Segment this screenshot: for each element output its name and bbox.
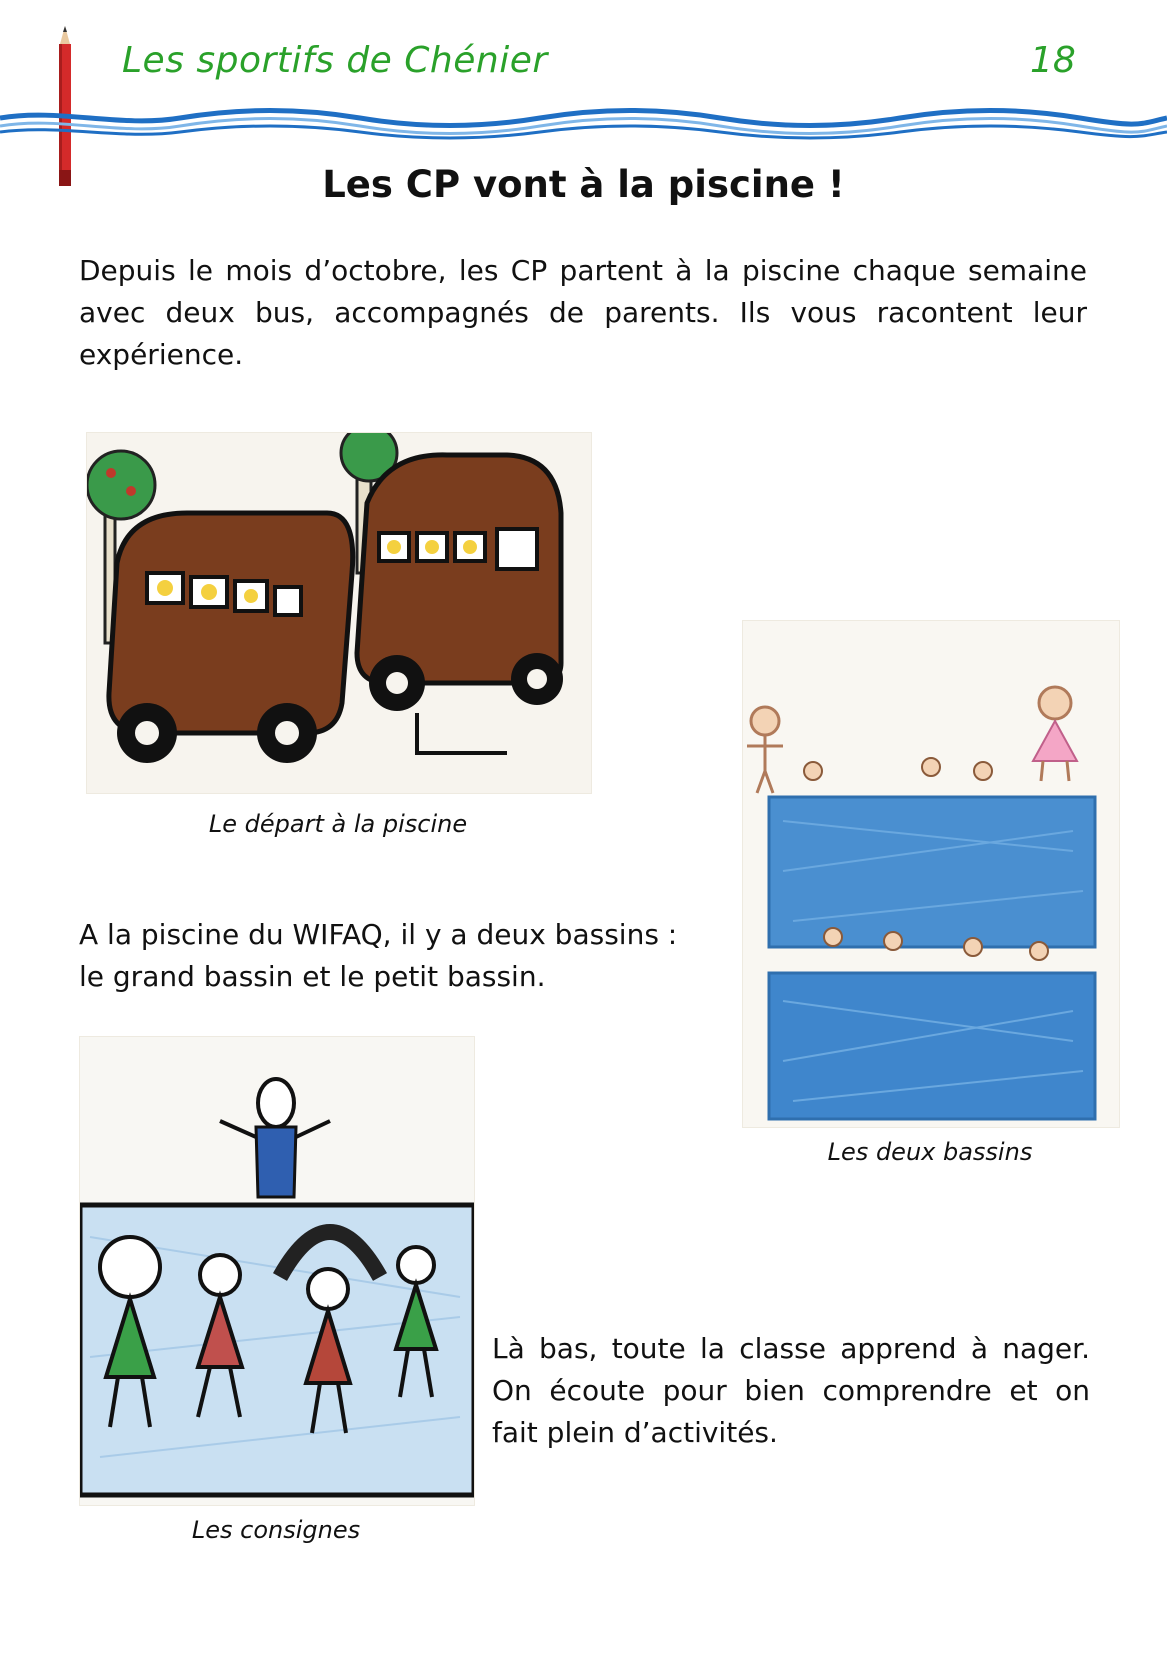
pools-drawing <box>742 620 1120 1128</box>
page-number: 18 <box>1030 40 1076 81</box>
bus-illustration <box>87 433 591 793</box>
newsletter-title: Les sportifs de Chénier <box>122 40 548 81</box>
pools-paragraph-line-1: A la piscine du WIFAQ, il y a deux bassins : <box>79 918 678 951</box>
swim-lesson-illustration <box>80 1037 474 1505</box>
bus-drawing <box>86 432 592 794</box>
swim-lesson-drawing <box>79 1036 475 1506</box>
caption-two-pools: Les deux bassins <box>827 1138 1033 1166</box>
article-title: Les CP vont à la piscine ! <box>322 163 845 206</box>
caption-instructions: Les consignes <box>191 1516 361 1544</box>
wave-divider <box>0 96 1167 146</box>
pools-illustration <box>743 621 1119 1127</box>
lesson-paragraph: Là bas, toute la classe apprend à nager. On écoute pour bien comprendre et on fait plein d’activités. <box>492 1332 1090 1449</box>
pools-paragraph-line-2: le grand bassin et le petit bassin. <box>79 960 546 993</box>
pools-paragraph <box>79 914 729 998</box>
caption-departure: Le départ à la piscine <box>208 810 468 838</box>
intro-paragraph: Depuis le mois d’octobre, les CP partent à la piscine chaque semaine avec deux bus, accompagnés de parents. Ils vous racontent leur expérience. <box>79 254 1087 371</box>
